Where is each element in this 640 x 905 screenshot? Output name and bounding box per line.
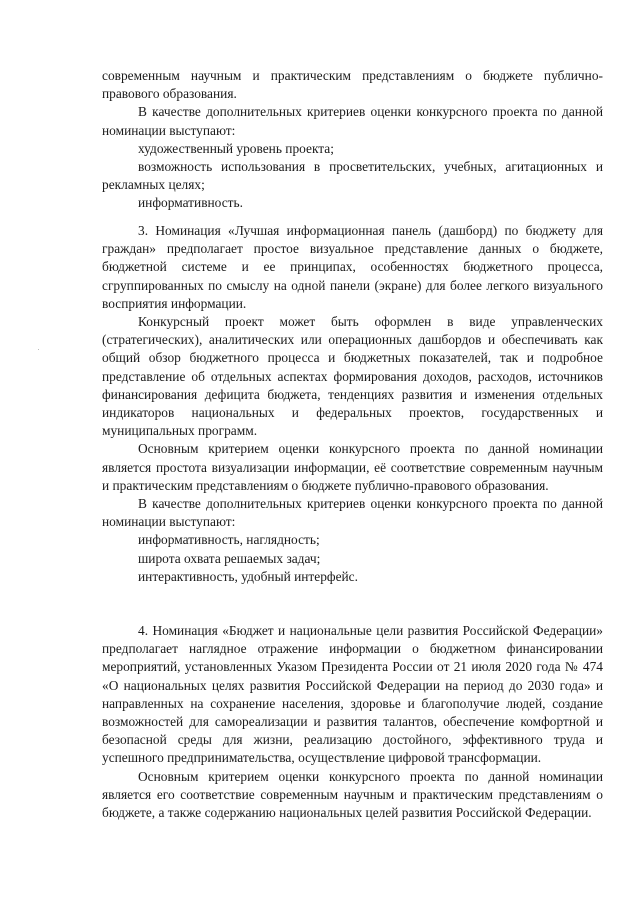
scan-speck [38,349,39,350]
section-nomination-3 [102,222,603,586]
paragraph: В качестве дополнительных критериев оценки конкурсного проекта по данной номинации выступают: [102,496,603,530]
paragraph: 3. Номинация «Лучшая информационная панель (дашборд) по бюджету для граждан» предполагает простое визуальное представление данных о бюджете, бюджетной системе и ее принципах, особенностях бюджетного процесса, сгруппированных по смыслу на одной панели (экране) для более легкого визуального восприятия информации. [102,223,603,311]
section-dop-criteria-1 [102,67,603,213]
paragraph: В качестве дополнительных критериев оценки конкурсного проекта по данной номинации выступают: [102,104,603,138]
list-item: широта охвата решаемых задач; [138,550,321,566]
paragraph: Основным критерием оценки конкурсного проекта по данной номинации является простота визуализации информации, её соответствие современным научным и практическим представлениям о бюджете публично-правового образования. [102,441,603,493]
paragraph: 4. Номинация «Бюджет и национальные цели развития Российской Федерации» предполагает наглядное отражение информации о бюджетном финансировании мероприятий, установленных Указом Президента России от 21 июля 2020 года № 474 «О национальных целях развития Российской Федерации на период до 2030 года» и направленных на сохранение населения, здоровье и благополучие людей, создание возможностей для самореализации и развития талантов, обеспечение комфортной и безопасной среды для жизни, реализацию достойного, эффективного труда и успешного предпринимательства, осуществление цифровой трансформации. [102,623,603,766]
list-item: информативность, наглядность; [138,532,320,548]
list-item: интерактивность, удобный интерфейс. [138,568,358,584]
section-nomination-4 [102,622,603,822]
paragraph: современным научным и практическим представлениям о бюджете публично-правового образования. [102,68,603,102]
list-item: информативность. [138,195,243,211]
list-item: художественный уровень проекта; [138,140,334,156]
paragraph: Конкурсный проект может быть оформлен в виде управленческих (стратегических), аналитических или операционных дашбордов и обеспечивать как общий обзор бюджетного процесса и бюджетных показателей, так и подробное представление об отдельных аспектах формирования доходов, расходов, источников финансирования дефицита бюджета, тенденциях развития и изменения отдельных индикаторов национальных и федеральных проектов, государственных и муниципальных программ. [102,314,603,439]
paragraph: Основным критерием оценки конкурсного проекта по данной номинации является его соответствие современным научным и практическим представлениям о бюджете, а также содержанию национальных целей развития Российской Федерации. [102,768,603,821]
list-item: возможность использования в просветительских, учебных, агитационных и рекламных целях; [102,159,603,193]
